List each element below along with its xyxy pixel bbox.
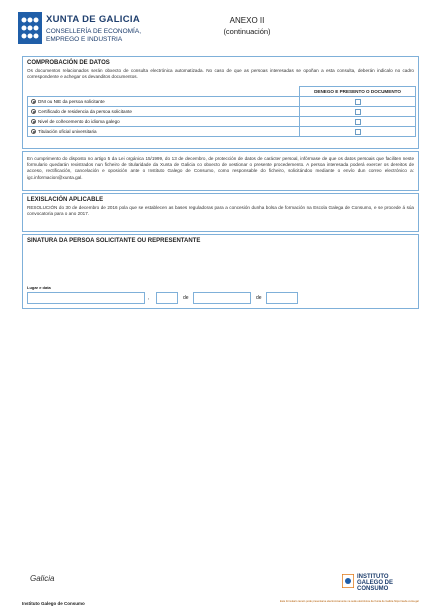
bullet-icon bbox=[31, 129, 36, 134]
document-header bbox=[12, 6, 432, 54]
galicia-logo: Galicia bbox=[30, 574, 55, 583]
annex-subtitle: (continuación) bbox=[223, 27, 271, 36]
deny-checkbox[interactable] bbox=[355, 129, 361, 135]
document-label: Nivel de coñecemento do idioma galego bbox=[38, 118, 120, 124]
deny-present-header: DENEGO E PRESENTO O DOCUMENTO bbox=[300, 87, 416, 97]
section-text: Os documentos relacionados serán obxecto de consulta electrónica automatizada. No caso de que as persoas interesadas se opoñan a esta consulta, deberán indicalo no cadro correspondente e achegar os devanditos documentos. bbox=[27, 68, 414, 80]
document-label: Certificado de residencia da persoa solicitante bbox=[38, 108, 132, 114]
data-protection-section bbox=[22, 151, 419, 191]
section-title: LEXISLACIÓN APLICABLE bbox=[27, 197, 104, 203]
xunta-logo-icon bbox=[18, 12, 42, 44]
document-row bbox=[28, 127, 416, 137]
footer-org-name: Instituto Galego de Consumo bbox=[22, 601, 85, 606]
year-field[interactable] bbox=[266, 292, 298, 304]
place-date-label: Lugar e data bbox=[27, 285, 51, 290]
bullet-icon bbox=[31, 119, 36, 124]
de-separator: de bbox=[256, 295, 262, 301]
deny-checkbox[interactable] bbox=[355, 119, 361, 125]
section-title: SINATURA DA PERSOA SOLICITANTE OU REPRESENTANTE bbox=[27, 238, 201, 244]
bullet-icon bbox=[31, 109, 36, 114]
institute-logo-icon bbox=[342, 574, 354, 588]
document-row bbox=[28, 107, 416, 117]
deny-checkbox[interactable] bbox=[355, 99, 361, 105]
documents-table bbox=[27, 86, 416, 137]
signature-section bbox=[22, 234, 419, 309]
month-field[interactable] bbox=[193, 292, 251, 304]
legislation-section bbox=[22, 193, 419, 232]
data-protection-text: En cumprimento do disposto no artigo 5 da Lei orgánica 15/1999, do 13 de decembro, de protección de datos de carácter persoal, infórmase de que os datos persoais que faciliten neste formulario quedarán rexistrados nun ficheiro de titularidade da Xunta de Galicia co obxecto de xestionar o presente procedemento. A persoa interesada poderá exercer os dereitos de acceso, rectificación, cancelación e oposición ante o Instituto Galego de Consumo, como responsable do ficheiro, solicitándoo mediante o envío dun correo electrónico a: igc.informacion@xunta.gal. bbox=[27, 156, 414, 180]
legal-note: Este formulario tamén pode presentarse electronicamente na sede electrónica da Xunta de Galicia https://sede.xunta.gal bbox=[280, 600, 419, 603]
section-title: COMPROBACIÓN DE DATOS bbox=[27, 60, 110, 66]
department-line-1: CONSELLERÍA DE ECONOMÍA, bbox=[46, 28, 141, 35]
legislation-text: RESOLUCIÓN do 30 de decembro de 2016 pola que se establecen as bases reguladoras para a concesión dunha bolsa de formación na Escola Galega de Consumo, e se procede á súa convocatoria para o ano 2017. bbox=[27, 205, 414, 217]
department-line-2: EMPREGO E INDUSTRIA bbox=[46, 36, 123, 43]
data-verification-section bbox=[22, 56, 419, 149]
document-row bbox=[28, 97, 416, 107]
comma-separator: , bbox=[148, 295, 150, 301]
document-label: Titulación oficial universitaria bbox=[38, 128, 97, 134]
bullet-icon bbox=[31, 99, 36, 104]
day-field[interactable] bbox=[156, 292, 178, 304]
institute-name: INSTITUTO GALEGO DE CONSUMO bbox=[357, 574, 394, 592]
place-field[interactable] bbox=[27, 292, 145, 304]
deny-checkbox[interactable] bbox=[355, 109, 361, 115]
annex-title: ANEXO II bbox=[229, 16, 265, 25]
de-separator: de bbox=[183, 295, 189, 301]
document-row bbox=[28, 117, 416, 127]
org-name: XUNTA DE GALICIA bbox=[46, 14, 140, 25]
document-label: DNI ou NIE da persoa solicitante bbox=[38, 98, 105, 104]
